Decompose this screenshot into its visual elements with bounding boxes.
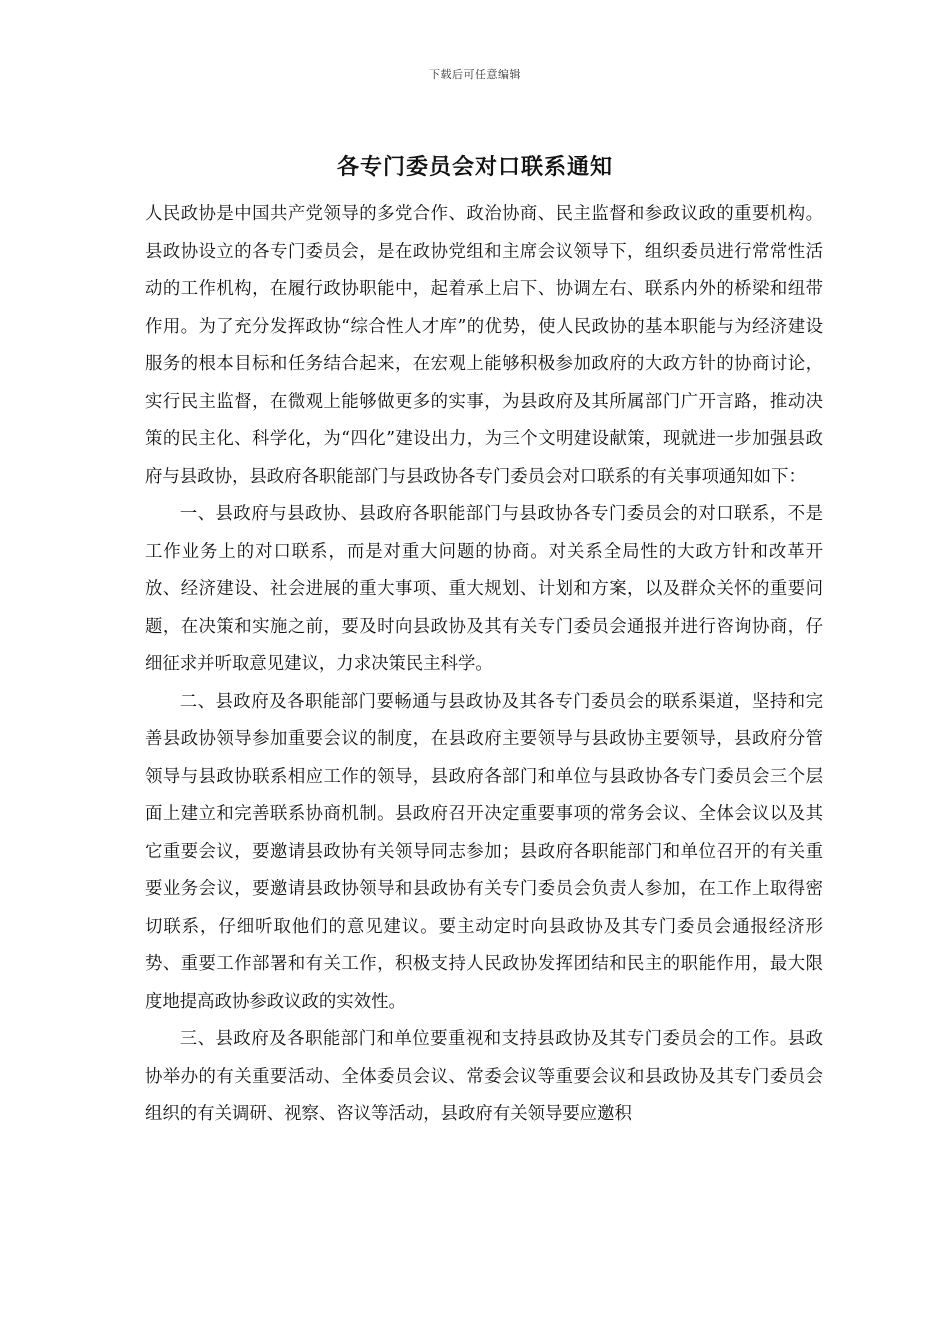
paragraph-item-3: 三、县政府及各职能部门和单位要重视和支持县政协及其专门委员会的工作。县政协举办的有关重要活动、全体委员会议、常委会议等重要会议和县政协及其专门委员会组织的有关调研、视察、咨议等活动，县政府有关领导要应邀积: [145, 1029, 823, 1124]
document-body: [145, 196, 823, 1134]
paragraph-item-2: 二、县政府及各职能部门要畅通与县政协及其各专门委员会的联系渠道，坚持和完善县政协领导参加重要会议的制度，在县政府主要领导与县政协主要领导，县政府分管领导与县政协联系相应工作的领导，县政府各部门和单位与县政协各专门委员会三个层面上建立和完善联系协商机制。县政府召开决定重要事项的常务会议、全体会议以及其它重要会议，要邀请县政协有关领导同志参加；县政府各职能部门和单位召开的有关重要业务会议，要邀请县政协领导和县政协有关专门委员会负责人参加，在工作上取得密切联系，仔细听取他们的意见建议。要主动定时向县政协及其专门委员会通报经济形势、重要工作部署和有关工作，积极支持人民政协发挥团结和民主的职能作用，最大限度地提高政协参政议政的实效性。: [145, 691, 823, 1012]
header-note: 下载后可任意编辑: [429, 68, 521, 81]
paragraph-item-1: 一、县政府与县政协、县政府各职能部门与县政协各专门委员会的对口联系，不是工作业务上的对口联系，而是对重大问题的协商。对关系全局性的大政方针和改革开放、经济建设、社会进展的重大事项、重大规划、计划和方案，以及群众关怀的重要问题，在决策和实施之前，要及时向县政协及其有关专门委员会通报并进行咨询协商，仔细征求并听取意见建议，力求决策民主科学。: [145, 504, 823, 674]
document-title: 各专门委员会对口联系通知: [336, 154, 613, 180]
paragraph-intro: 人民政协是中国共产党领导的多党合作、政治协商、民主监督和参政议政的重要机构。县政协设立的各专门委员会，是在政协党组和主席会议领导下，组织委员进行常常性活动的工作机构，在履行政协职能中，起着承上启下、协调左右、联系内外的桥梁和纽带作用。为了充分发挥政协“综合性人才库”的优势，使人民政协的基本职能与为经济建设服务的根本目标和任务结合起来，在宏观上能够积极参加政府的大政方针的协商讨论，实行民主监督，在微观上能够做更多的实事，为县政府及其所属部门广开言路，推动决策的民主化、科学化，为“四化”建设出力，为三个文明建设献策，现就进一步加强县政府与县政协，县政府各职能部门与县政协各专门委员会对口联系的有关事项通知如下：: [145, 204, 823, 487]
